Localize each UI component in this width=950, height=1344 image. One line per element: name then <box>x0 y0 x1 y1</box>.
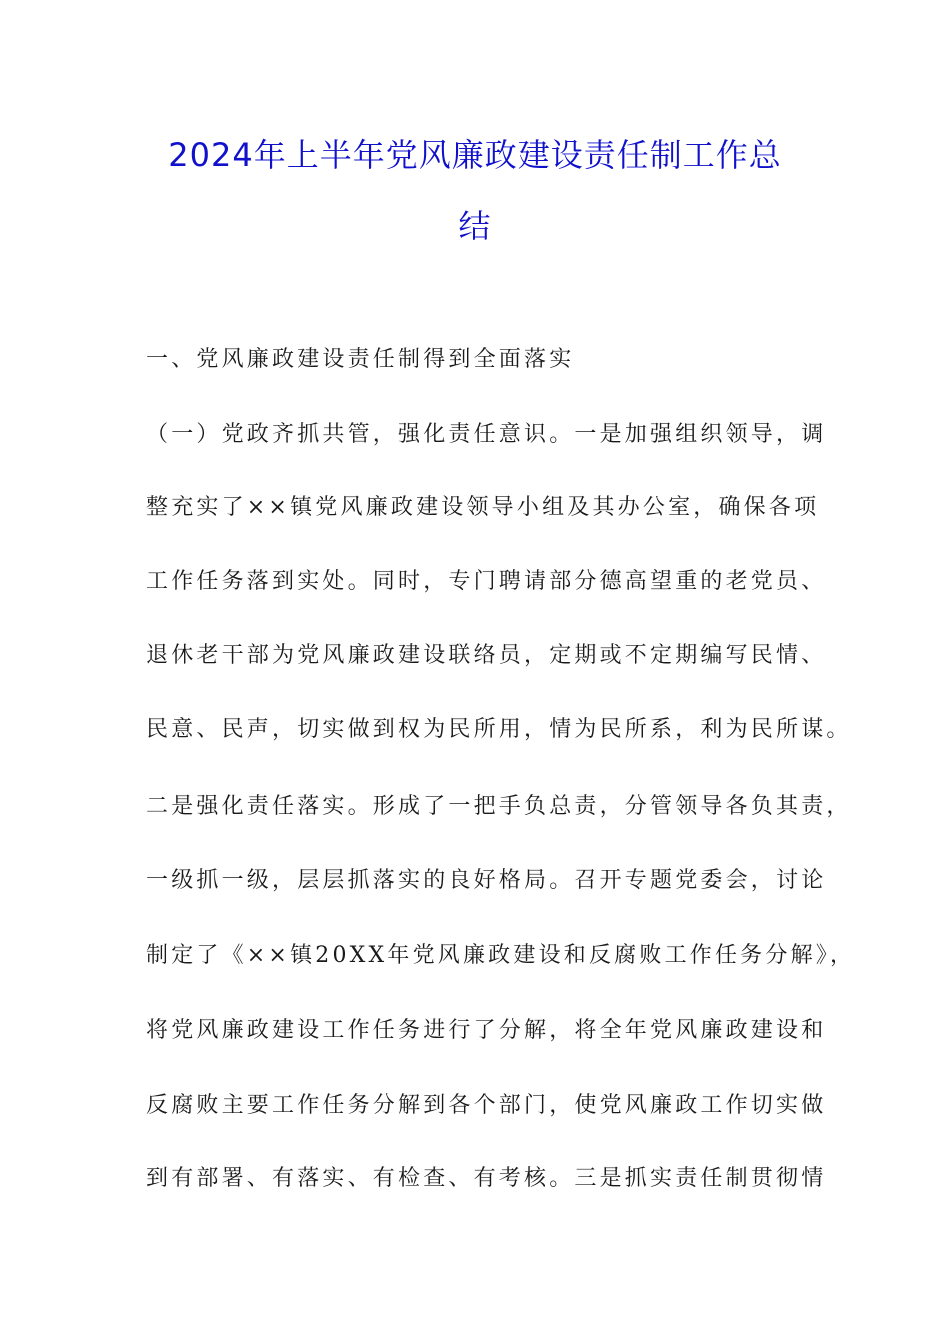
body-line: 整充实了××镇党风廉政建设领导小组及其办公室，确保各项 <box>146 495 820 520</box>
body-line: 一级抓一级，层层抓落实的良好格局。召开专题党委会，讨论 <box>146 868 827 893</box>
section-heading: 一、党风廉政建设责任制得到全面落实 <box>146 347 575 372</box>
body-line: 退休老干部为党风廉政建设联络员，定期或不定期编写民情、 <box>146 643 827 668</box>
body-line: 工作任务落到实处。同时，专门聘请部分德高望重的老党员、 <box>146 569 827 594</box>
body-line: 民意、民声，切实做到权为民所用，情为民所系，利为民所谋。 <box>146 717 852 742</box>
body-line: 到有部署、有落实、有检查、有考核。三是抓实责任制贯彻情 <box>146 1166 827 1191</box>
body-line: 制定了《××镇20XX年党风廉政建设和反腐败工作任务分解》， <box>146 943 856 968</box>
body-line: 反腐败主要工作任务分解到各个部门，使党风廉政工作切实做 <box>146 1093 827 1118</box>
document-title-line-1: 2024年上半年党风廉政建设责任制工作总 <box>168 136 782 174</box>
body-line: （一）党政齐抓共管，强化责任意识。一是加强组织领导，调 <box>146 422 827 447</box>
body-line: 二是强化责任落实。形成了一把手负总责，分管领导各负其责， <box>146 794 852 819</box>
body-line: 将党风廉政建设工作任务进行了分解，将全年党风廉政建设和 <box>146 1018 827 1043</box>
document-title-line-2: 结 <box>458 207 492 245</box>
